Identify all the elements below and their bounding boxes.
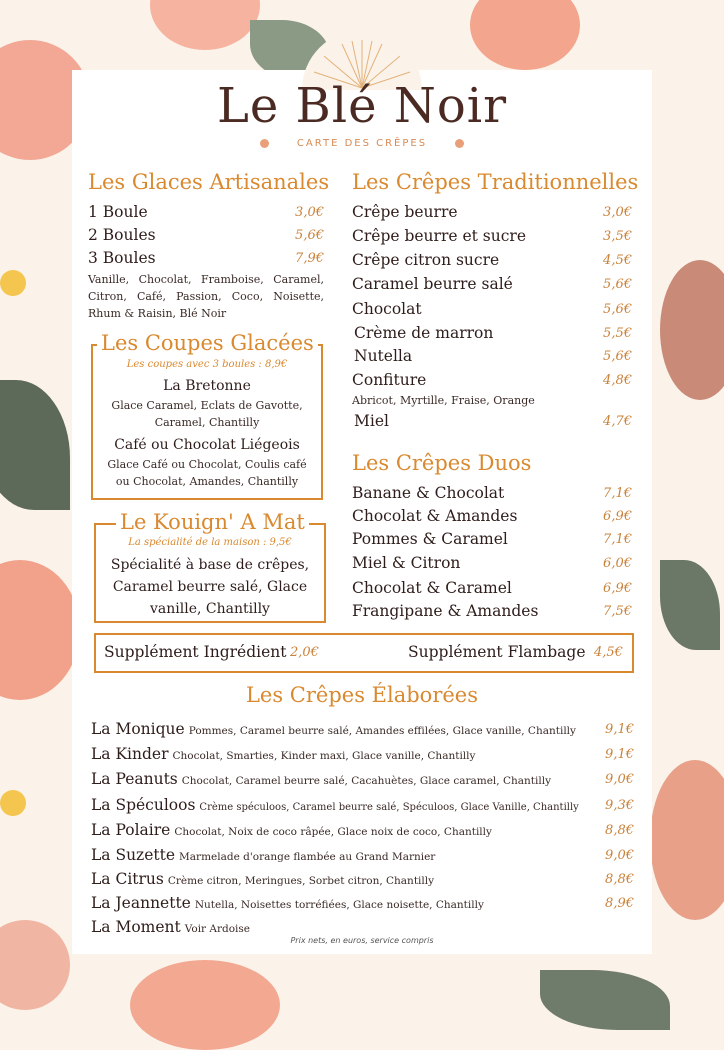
flower-decoration [0, 790, 26, 816]
confiture-note: Abricot, Myrtille, Fraise, Orange [352, 394, 535, 407]
coupe-desc: Glace Caramel, Eclats de Gavotte, Caramel, Chantilly [111, 399, 303, 429]
elaboree-desc: Crème citron, Meringues, Sorbet citron, Chantilly [167, 875, 435, 887]
elaboree-name: La Spéculoos [91, 796, 196, 814]
duo-price: 6,9€ [603, 509, 632, 524]
supplement-flambage: Supplément Flambage [408, 643, 586, 661]
leaf-decoration [0, 380, 70, 510]
flower-decoration [150, 0, 260, 50]
elaboree-price: 8,8€ [605, 872, 634, 887]
elaboree-item [91, 894, 484, 912]
elaboree-price: 9,0€ [605, 848, 634, 863]
duo-item: Chocolat & Amandes [352, 507, 518, 525]
supplement-ingredient: Supplément Ingrédient [104, 643, 287, 661]
elaboree-name: La Moment [91, 918, 181, 936]
elaboree-item [91, 796, 579, 814]
duo-price: 6,0€ [603, 556, 632, 571]
elaboree-name: La Polaire [91, 821, 171, 839]
menu-subtitle [0, 138, 724, 149]
footer-note: Prix nets, en euros, service compris [290, 936, 434, 945]
duo-item: Frangipane & Amandes [352, 602, 539, 620]
crepe-item: Caramel beurre salé [352, 275, 513, 293]
leaf-decoration [660, 560, 720, 650]
elaboree-desc: Crème spéculoos, Caramel beurre salé, Spéculoos, Glace Vanille, Chantilly [199, 802, 579, 813]
leaf-decoration [540, 970, 670, 1030]
glace-price: 7,9€ [295, 251, 324, 266]
crepe-item: Crêpe beurre [352, 203, 458, 221]
flower-decoration [0, 270, 26, 296]
elaboree-desc: Chocolat, Smarties, Kinder maxi, Glace vanille, Chantilly [172, 750, 476, 762]
duo-item: Miel & Citron [352, 554, 461, 572]
crepe-price: 5,6€ [603, 349, 632, 364]
glaces-heading: Les Glaces Artisanales [88, 170, 330, 194]
traditionnelles-heading: Les Crêpes Traditionnelles [352, 170, 639, 194]
elaboree-price: 9,3€ [605, 798, 634, 813]
kouign-desc: Spécialité à base de crêpes, Caramel beurre salé, Glace vanille, Chantilly [110, 557, 310, 617]
flower-decoration [650, 760, 724, 920]
duo-item: Banane & Chocolat [352, 484, 505, 502]
elaboree-desc: Chocolat, Caramel beurre salé, Cacahuètes, Glace caramel, Chantilly [181, 775, 551, 787]
elaboree-desc: Nutella, Noisettes torréfiées, Glace noisette, Chantilly [194, 899, 484, 911]
elaboree-desc: Marmelade d'orange flambée au Grand Marnier [179, 851, 436, 863]
coupe-name: La Bretonne [163, 378, 251, 394]
coupes-note: Les coupes avec 3 boules : 8,9€ [126, 359, 288, 370]
elaboree-desc: Pommes, Caramel beurre salé, Amandes effilées, Glace vanille, Chantilly [188, 725, 576, 737]
flower-decoration [660, 260, 724, 400]
elaboree-name: La Kinder [91, 745, 169, 763]
flower-decoration [0, 560, 80, 700]
glace-flavors: Vanille, Chocolat, Framboise, Caramel, Citron, Café, Passion, Coco, Noisette, Rhum & Raisin, Blé Noir [88, 273, 324, 320]
coupe-name: Café ou Chocolat Liégeois [114, 437, 300, 453]
elaboree-name: La Monique [91, 720, 185, 738]
crepe-item: Chocolat [352, 300, 422, 318]
crepe-item: Nutella [354, 347, 413, 365]
elaboree-name: La Suzette [91, 846, 176, 864]
elaboree-name: La Citrus [91, 870, 164, 888]
crepe-price: 5,5€ [603, 326, 632, 341]
crepe-item: Miel [354, 412, 389, 430]
kouign-note: La spécialité de la maison : 9,5€ [128, 537, 292, 548]
flower-decoration [470, 0, 580, 70]
elaboree-item [91, 846, 435, 864]
elaboree-name: La Peanuts [91, 770, 178, 788]
duo-price: 7,1€ [603, 486, 632, 501]
coupes-heading: Les Coupes Glacées [97, 331, 318, 355]
elaboree-item [91, 745, 475, 763]
elaboree-price: 9,0€ [605, 772, 634, 787]
supplement-ingredient-price: 2,0€ [290, 645, 319, 660]
crepe-item: Crêpe beurre et sucre [352, 227, 526, 245]
duo-item: Chocolat & Caramel [352, 579, 512, 597]
elaboree-price: 9,1€ [605, 722, 634, 737]
glace-item: 3 Boules [88, 249, 156, 267]
elaboree-price: 9,1€ [605, 747, 634, 762]
duo-item: Pommes & Caramel [352, 530, 508, 548]
crepe-item: Crème de marron [354, 324, 494, 342]
glace-price: 3,0€ [295, 205, 324, 220]
coupe-desc: Glace Café ou Chocolat, Coulis café ou Chocolat, Amandes, Chantilly [107, 458, 307, 488]
dot-icon [260, 139, 269, 148]
duos-heading: Les Crêpes Duos [352, 451, 532, 475]
elaboree-desc: Chocolat, Noix de coco râpée, Glace noix de coco, Chantilly [174, 826, 492, 838]
dot-icon [455, 139, 464, 148]
elaboree-item [91, 821, 492, 839]
subtitle-text: CARTE DES CRÊPES [296, 138, 428, 149]
elaboree-item [91, 870, 434, 888]
crepe-price: 4,8€ [603, 373, 632, 388]
glace-item: 1 Boule [88, 203, 148, 221]
elaboree-desc: Voir Ardoise [184, 923, 251, 935]
crepe-price: 3,0€ [603, 205, 632, 220]
crepe-price: 5,6€ [603, 277, 632, 292]
elaboree-item [91, 918, 250, 936]
flower-decoration [130, 960, 280, 1050]
elaboree-item [91, 770, 551, 788]
crepe-item: Confiture [352, 371, 427, 389]
supplement-flambage-price: 4,5€ [594, 645, 623, 660]
flower-decoration [0, 920, 70, 1010]
elaboree-name: La Jeannette [91, 894, 191, 912]
elaboree-item [91, 720, 576, 738]
kouign-heading: Le Kouign' A Mat [116, 510, 309, 534]
crepe-price: 4,7€ [603, 414, 632, 429]
duo-price: 7,5€ [603, 604, 632, 619]
crepe-price: 3,5€ [603, 229, 632, 244]
crepe-price: 4,5€ [603, 253, 632, 268]
elaboree-price: 8,9€ [605, 896, 634, 911]
duo-price: 6,9€ [603, 581, 632, 596]
elaboree-price: 8,8€ [605, 823, 634, 838]
crepe-item: Crêpe citron sucre [352, 251, 500, 269]
duo-price: 7,1€ [603, 532, 632, 547]
restaurant-title: Le Blé Noir [216, 78, 508, 134]
elaborees-heading: Les Crêpes Élaborées [245, 683, 478, 707]
crepe-price: 5,6€ [603, 302, 632, 317]
glace-price: 5,6€ [295, 228, 324, 243]
glace-item: 2 Boules [88, 226, 156, 244]
